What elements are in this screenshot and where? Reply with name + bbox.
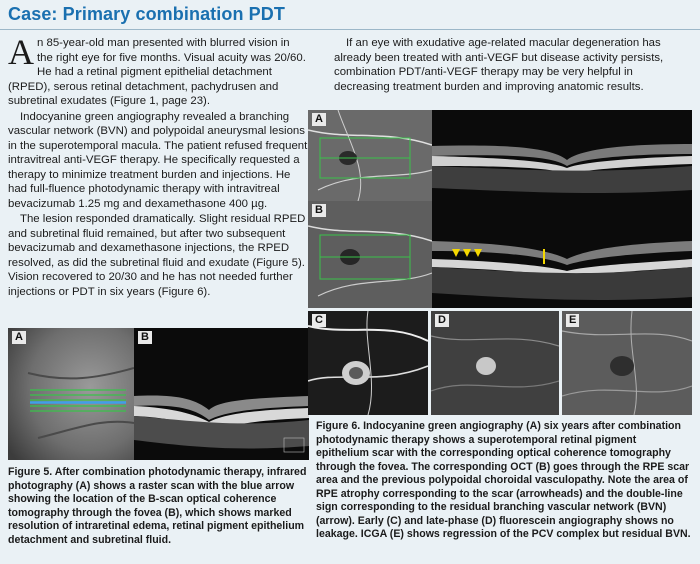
paragraph-1-text: n 85-year-old man presented with blurred vision in the right eye for five months. Visual acuity was 20/60. He had a retinal pigment epithelial detachment (RPED), serous retinal detachment, pachydrusen and subretinal exudates (Figure 1, page 23). [8, 37, 306, 107]
oct-scan-a [432, 110, 692, 201]
left-text-column [8, 32, 308, 300]
oct-scan-b [432, 201, 692, 308]
figure6-panel-b-fundus [308, 201, 432, 308]
figure6-panel-a-fundus [308, 110, 432, 201]
figure5-label-b: B [138, 331, 152, 344]
oct-bscan-image [134, 328, 309, 460]
figure6-label-a: A [312, 113, 326, 126]
figure6-panel-a-oct [432, 110, 692, 201]
paragraph-right-1: If an eye with exudative age-related macular degeneration has already been treated with anti-VEGF but disease activity persists, combination PDT/anti-VEGF therapy may be very helpful in decreasing treatment burden and improving anatomic results. [334, 37, 664, 93]
figure6-panel-b-oct [432, 201, 692, 308]
figure6-label-b: B [312, 204, 326, 217]
icga-late-image [562, 311, 692, 415]
arrowhead-markers [452, 249, 482, 257]
figure6-label-c: C [312, 314, 326, 327]
figure6-label-d: D [435, 314, 449, 327]
late-fa-image [431, 311, 559, 415]
page-title: Case: Primary combination PDT [8, 4, 285, 24]
figure5-panel-a [8, 328, 134, 460]
paragraph-1 [8, 32, 308, 109]
icga-fundus-image-b [308, 201, 432, 308]
right-text-column [334, 36, 690, 94]
infrared-fundus-image [8, 328, 134, 460]
paragraph-3: The lesion responded dramatically. Slight residual RPED and subretinal fluid remained, but after two subsequent bevacizumab and dexamethasone injections, the RPED resolved, as did the subretinal fluid and exudate (Figure 5). Vision recovered to 20/30 and he has not needed further injections or PDT in six years (Figure 6). [8, 213, 306, 298]
drop-cap: A [8, 32, 34, 72]
figure5-caption: Figure 5. After combination photodynamic therapy, infrared photography (A) shows a raster scan with the blue arrow showing the location of the B-scan optical coherence tomography through the fovea (B), which shows marked resolution of intraretinal edema, retinal pigment epithelium detachment and subretinal fluid. [8, 466, 307, 546]
title-divider [0, 29, 700, 30]
figure6-panel-d [431, 311, 559, 415]
figure6-panel-c [308, 311, 428, 415]
figure6-label-e: E [566, 314, 579, 327]
figure5-label-a: A [12, 331, 26, 344]
figure5-panel-b [134, 328, 309, 460]
figure6-panel-e [562, 311, 692, 415]
icga-fundus-image [308, 110, 432, 201]
paragraph-2: Indocyanine green angiography revealed a branching vascular network (BVN) and polypoidal aneurysmal lesions in the superotemporal macula. The patient refused frequent intravitreal anti-VEGF therapy. He specifically requested a therapy to minimize treatment burden and injections. He had full-fluence photodynamic therapy with intravitreal bevacizumab 1.25 mg and dexamethasone 400 µg. [8, 110, 308, 210]
early-fa-image [308, 311, 428, 415]
figure6-caption: Figure 6. Indocyanine green angiography (A) six years after combination photodynamic therapy shows a superotemporal retinal pigment epithelium scar with the corresponding optical coherence tomography through the fovea. The corresponding OCT (B) goes through the RPE scar area and the previous polypoidal choroidal vasculopathy. Note the area of RPE atrophy corresponding to the scar (arrowheads) and the double-line sign corresponding to the residual branching vascular network (BVN) (arrow). Early (C) and late-phase (D) fluorescein angiography shows no leakage. ICGA (E) shows regression of the PCV complex but residual BVN. [316, 420, 691, 540]
